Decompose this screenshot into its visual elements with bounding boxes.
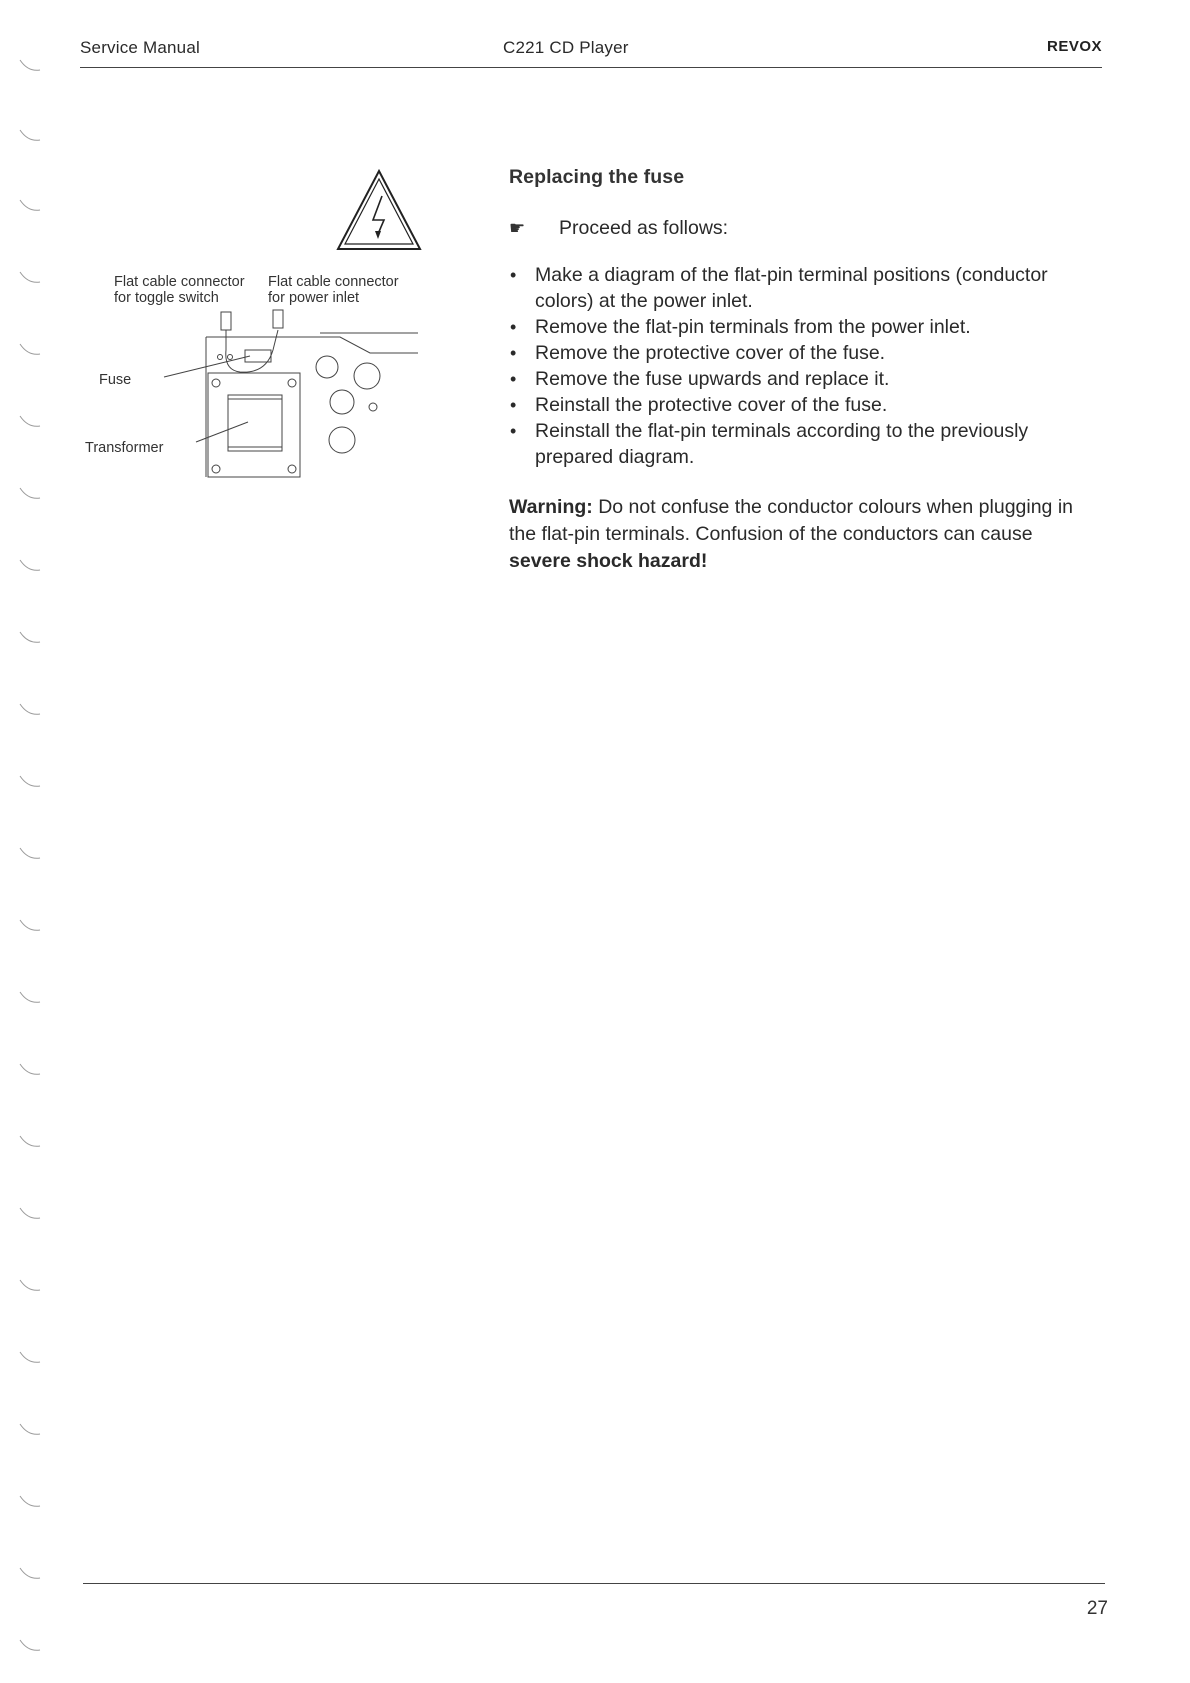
section-title: Replacing the fuse [509,166,685,188]
high-voltage-warning-icon [335,168,423,252]
pointing-hand-icon: ☛ [509,218,526,238]
list-item: • Reinstall the flat-pin terminals according to the previously prepared diagram. [509,418,1099,470]
warning-emphasis: severe shock hazard! [509,550,708,572]
product-title: C221 CD Player [503,38,629,57]
proceed-line [509,217,1099,240]
page-number: 27 [1086,1598,1108,1619]
steps-list [509,262,1099,470]
proceed-text: Proceed as follows: [559,217,729,239]
warning-paragraph [509,494,1099,575]
power-connector-label: Flat cable connector for power inlet [268,274,399,306]
list-item: • Reinstall the protective cover of the fuse. [509,392,1099,418]
power-section-diagram [80,272,420,502]
fuse-label: Fuse [99,372,132,388]
transformer-label: Transformer [85,440,164,456]
list-item: • Remove the fuse upwards and replace it. [509,366,1099,392]
page-header [80,36,1102,68]
list-item: • Remove the flat-pin terminals from the power inlet. [509,314,1099,340]
list-item: • Remove the protective cover of the fuse. [509,340,1099,366]
footer-rule [83,1583,1105,1584]
list-item: • Make a diagram of the flat-pin terminal positions (conductor colors) at the power inlet. [509,262,1099,314]
revox-logo: REVOX [1046,38,1102,55]
warning-body: Do not confuse the conductor colours when plugging in the flat-pin terminals. Confusion of the conductors can cause [509,496,1073,545]
toggle-connector-label: Flat cable connector for toggle switch [114,274,245,306]
binding-marks [18,50,48,1670]
warning-label: Warning: [509,496,593,518]
instructions-column [509,166,1099,575]
manual-type: Service Manual [80,38,200,57]
